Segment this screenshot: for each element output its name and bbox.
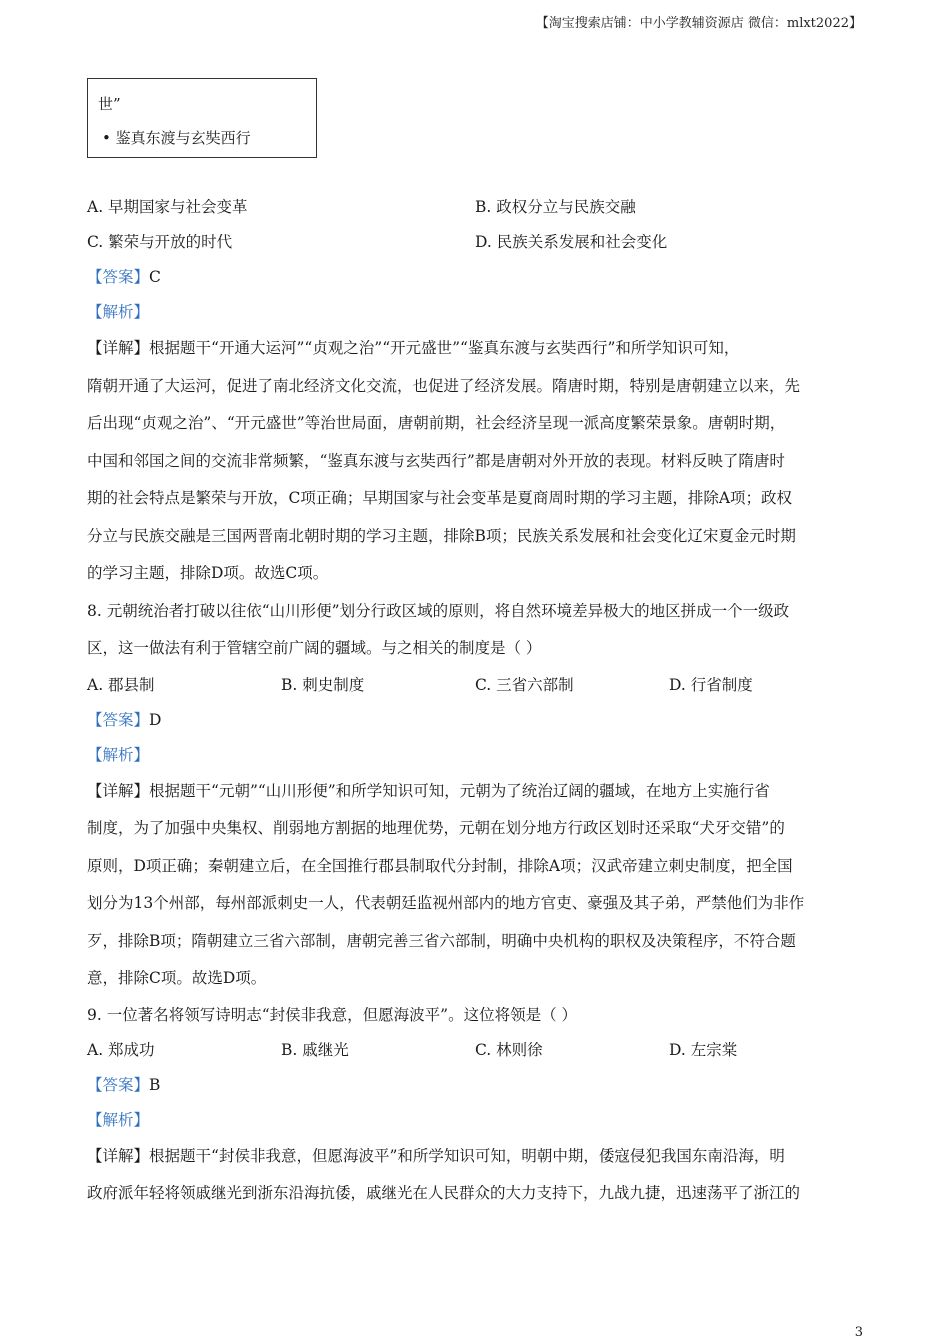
- q8-detail-line: 歹，排除B项；隋朝建立三省六部制，唐朝完善三省六部制，明确中央机构的职权及决策程序，不符合题: [87, 931, 796, 950]
- q8-option-c: C. 三省六部制: [475, 675, 574, 694]
- page-number: 3: [854, 1325, 863, 1340]
- q9-detail-line: [87, 1138, 867, 1176]
- detail-tag: 【详解】: [87, 339, 150, 357]
- q8-option-a: A. 郡县制: [87, 675, 155, 694]
- q8-option-d: D. 行省制度: [669, 675, 753, 694]
- q8-option-b: B. 刺史制度: [281, 675, 365, 694]
- q9-option-c: C. 林则徐: [475, 1040, 543, 1059]
- q9-options: [87, 1033, 867, 1068]
- questions: [87, 190, 867, 1213]
- q7-analysis: [87, 295, 867, 330]
- answer-tag: 【答案】: [87, 268, 150, 286]
- q7-answer-value: C: [149, 268, 161, 286]
- q7-detail-line: [87, 330, 867, 368]
- detail-tag: 【详解】: [87, 1146, 150, 1165]
- q8-answer: [87, 703, 867, 738]
- q8-detail-line: 意，排除C项。故选D项。: [87, 969, 267, 987]
- q9-option-a: A. 郑成功: [87, 1040, 155, 1059]
- q9-detail-text: 根据题干“封侯非我意，但愿海波平”和所学知识可知，明朝中期，倭寇侵犯我国东南沿海，明: [149, 1146, 785, 1165]
- q7-detail-line: 后出现“贞观之治”、“开元盛世”等治世局面，唐朝前期，社会经济呈现一派高度繁荣景象。唐朝时期，: [87, 414, 786, 432]
- q7-detail-line: 分立与民族交融是三国两晋南北朝时期的学习主题，排除B项；民族关系发展和社会变化辽宋夏金元时期: [87, 526, 796, 545]
- q7-detail-line: 期的社会特点是繁荣与开放，C项正确；早期国家与社会变革是夏商周时期的学习主题，排除A项；政权: [87, 489, 793, 507]
- q8-detail-line: 制度，为了加强中央集权、削弱地方割据的地理优势，元朝在划分地方行政区划时还采取“犬牙交错”的: [87, 819, 785, 837]
- answer-tag: 【答案】: [87, 710, 150, 729]
- q9-stem: 9. 一位著名将领写诗明志“封侯非我意，但愿海波平”。这位将领是（ ）: [87, 1005, 577, 1024]
- q8-analysis: [87, 738, 867, 773]
- q7-options-row-1: [87, 190, 867, 225]
- q7-answer: [87, 260, 867, 295]
- q7-option-c: C. 繁荣与开放的时代: [87, 233, 233, 251]
- q9-answer: [87, 1068, 867, 1103]
- q9-detail-line: 政府派年轻将领戚继光到浙东沿海抗倭，戚继光在人民群众的大力支持下，九战九捷，迅速荡平了浙江的: [87, 1184, 801, 1202]
- q7-options-row-2: [87, 225, 867, 260]
- q7-option-a: A. 早期国家与社会变革: [87, 198, 248, 216]
- q7-detail-line: 中国和邻国之间的交流非常频繁，“鉴真东渡与玄奘西行”都是唐朝对外开放的表现。材料反映了隋唐时: [87, 451, 785, 470]
- q7-detail-line: 的学习主题，排除D项。故选C项。: [87, 564, 329, 582]
- q9-answer-value: B: [149, 1075, 161, 1094]
- analysis-tag: 【解析】: [87, 1110, 150, 1129]
- material-line-1: 世”: [98, 95, 121, 113]
- q7-option-d: D. 民族关系发展和社会变化: [475, 233, 668, 251]
- q7-detail: [87, 330, 867, 593]
- answer-tag: 【答案】: [87, 1075, 150, 1094]
- material-line-2: • 鉴真东渡与玄奘西行: [102, 129, 251, 147]
- detail-tag: 【详解】: [87, 781, 150, 800]
- q9-option-b: B. 戚继光: [281, 1040, 349, 1059]
- q8-detail-text: 根据题干“元朝”“山川形便”和所学知识可知，元朝为了统治辽阔的疆域，在地方上实施行省: [149, 781, 770, 800]
- q8-stem: [87, 593, 867, 668]
- analysis-tag: 【解析】: [87, 745, 150, 764]
- q8-stem-line: 区，这一做法有利于管辖空前广阔的疆域。与之相关的制度是（ ）: [87, 639, 542, 657]
- q8-detail-line: 原则，D项正确；秦朝建立后，在全国推行郡县制取代分封制，排除A项；汉武帝建立刺史制度，把全国: [87, 856, 793, 875]
- q8-detail-line: 划分为13个州部，每州部派刺史一人，代表朝廷监视州部内的地方官吏、豪强及其子弟，严禁他们为非作: [87, 894, 805, 912]
- q8-stem-line: 8. 元朝统治者打破以往依“山川形便”划分行政区域的原则，将自然环境差异极大的地区拼成一个一级政: [87, 601, 790, 620]
- header-note: 【淘宝搜索店铺：中小学教辅资源店 微信：mlxt2022】: [535, 16, 862, 31]
- q9-option-d: D. 左宗棠: [669, 1040, 738, 1059]
- q9-analysis: [87, 1103, 867, 1138]
- q7-detail-line: 隋朝开通了大运河，促进了南北经济文化交流，也促进了经济发展。隋唐时期，特别是唐朝建立以来，先: [87, 376, 801, 395]
- material-box: [87, 78, 317, 158]
- analysis-tag: 【解析】: [87, 303, 150, 321]
- q8-options: [87, 668, 867, 703]
- q8-detail-line: [87, 773, 867, 811]
- q7-option-b: B. 政权分立与民族交融: [475, 198, 636, 216]
- q9-detail: [87, 1138, 867, 1213]
- q8-detail: [87, 773, 867, 998]
- q7-detail-text: 根据题干“开通大运河”“贞观之治”“开元盛世”“鉴真东渡与玄奘西行”和所学知识可知，: [149, 339, 740, 357]
- q8-answer-value: D: [149, 710, 162, 729]
